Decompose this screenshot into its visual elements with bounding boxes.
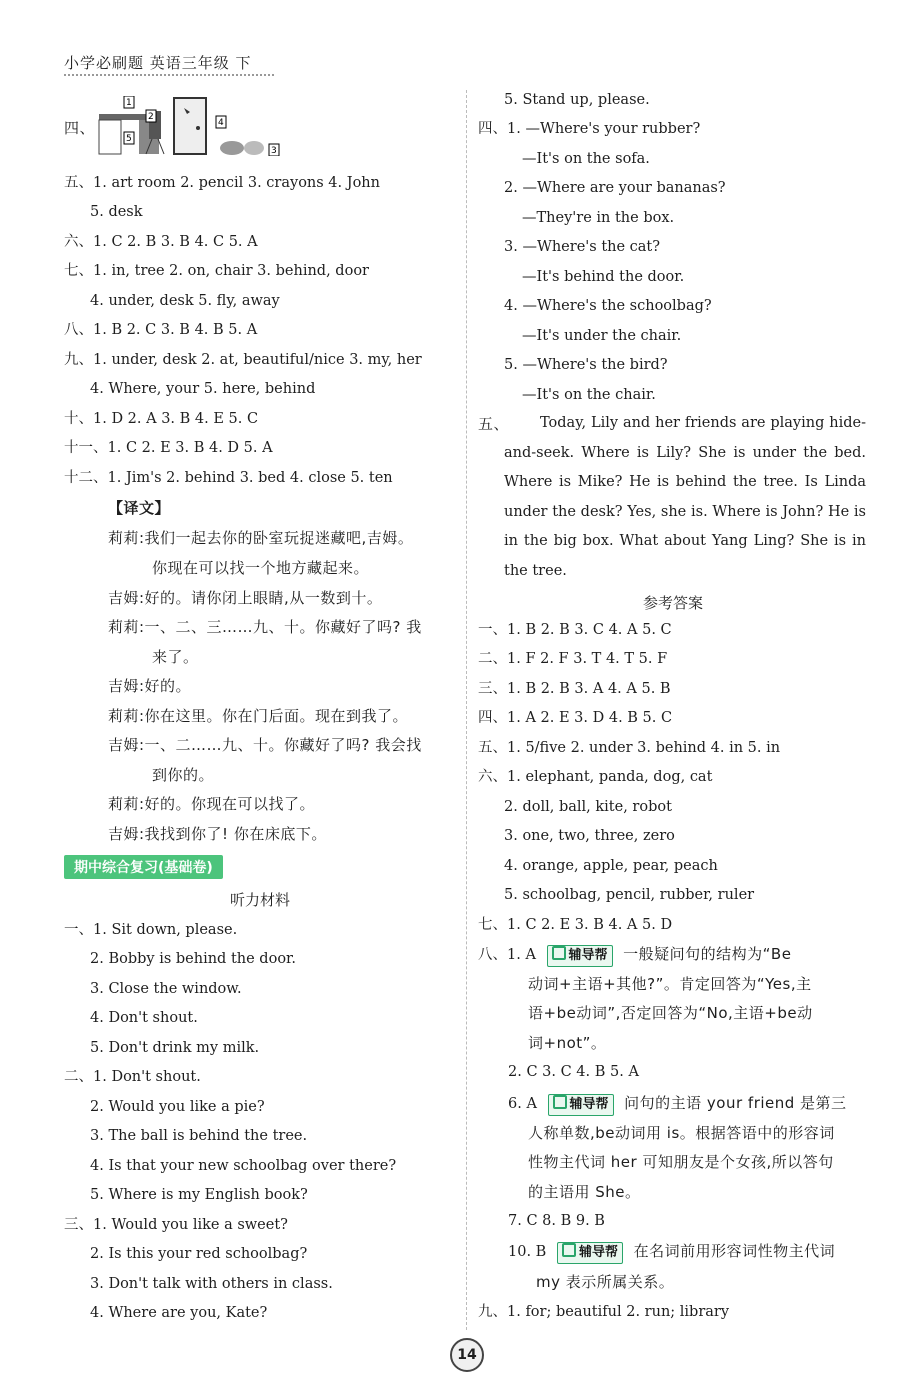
answer-line: 5. schoolbag, pencil, rubber, ruler [504,887,755,903]
listening-line: 四、1. —Where's your rubber? [478,121,701,137]
answer-line: 三、1. B 2. B 3. A 4. A 5. B [478,681,671,697]
translation-line: 吉姆:好的。 [108,677,192,695]
help-note: 人称单数,be动词用 is。根据答语中的形容词 [528,1124,835,1142]
listening-line: 4. Where are you, Kate? [90,1305,268,1321]
header-rule [64,74,274,76]
listening-title: 听力材料 [229,891,290,909]
answer-line: 五、1. 5/five 2. under 3. behind 4. in 5. in [478,740,781,756]
answer-line: 4. under, desk 5. fly, away [90,293,280,309]
help-note: 词+not”。 [528,1034,607,1052]
help-note: 语+be动词”,否定回答为“No,主语+be动 [528,1004,813,1022]
translation-line: 吉姆:一、二……九、十。你藏好了吗? 我会找 [108,736,422,754]
listening-line: 三、1. Would you like a sweet? [64,1217,288,1233]
listening-line: —It's under the chair. [522,328,682,344]
translation-heading: 【译文】 [108,499,171,517]
sec8-q1 [478,944,791,967]
listening-line: 3. The ball is behind the tree. [90,1128,308,1144]
help-note: 问句的主语 your friend 是第三 [624,1094,847,1112]
answer-line: 2. doll, ball, kite, robot [504,799,672,815]
listening-line: 4. Is that your new schoolbag over there? [90,1158,397,1174]
translation-line: 莉莉:你在这里。你在门后面。现在到我了。 [108,707,409,725]
listening-line: 5. —Where's the bird? [504,357,668,373]
answer-line: 七、1. C 2. E 3. B 4. A 5. D [478,917,673,933]
book-icon [562,1243,576,1257]
help-note: 性物主代词 her 可知朋友是个女孩,所以答句 [528,1153,834,1171]
page-number: 14 [450,1338,484,1372]
help-badge [557,1242,623,1264]
listening-line: 5. Don't drink my milk. [90,1040,260,1056]
book-icon [552,946,566,960]
translation-line: 来了。 [152,648,199,666]
listening-line: 5. Where is my English book? [90,1187,308,1203]
listening-line: 4. Don't shout. [90,1010,198,1026]
answer-line: 九、1. under, desk 2. at, beautiful/nice 3. my, her [64,352,422,368]
listening-line: 3. Close the window. [90,981,242,997]
listening-line: 一、1. Sit down, please. [64,922,238,938]
listening-line: —It's behind the door. [522,269,685,285]
help-note: my 表示所属关系。 [536,1273,675,1291]
listening-line: 2. Bobby is behind the door. [90,951,296,967]
help-note: 在名词前用形容词性物主代词 [633,1242,836,1260]
translation-line: 莉莉:我们一起去你的卧室玩捉迷藏吧,吉姆。 [108,529,414,547]
listening-line: 5. Stand up, please. [504,92,650,108]
page-header: 小学必刷题 英语三年级 下 [64,54,252,72]
listening-line: —It's on the sofa. [522,151,650,167]
answer-line: 六、1. C 2. B 3. B 4. C 5. A [64,234,258,250]
sec8-q6 [508,1093,847,1116]
listening-line: 二、1. Don't shout. [64,1069,201,1085]
sec8-q6-answer: 6. A [508,1096,537,1112]
answer-line: 七、1. in, tree 2. on, chair 3. behind, door [64,263,369,279]
answers-title: 参考答案 [642,594,703,612]
box-label-3: 3 [271,146,277,156]
help-note: 的主语用 She。 [528,1183,641,1201]
sec4-label: 四、 [64,119,96,137]
listening-line: —They're in the box. [522,210,675,226]
box-label-1: 1 [126,98,132,108]
help-badge [547,945,613,967]
answer-line: 4. orange, apple, pear, peach [504,858,718,874]
answer-line: 四、1. A 2. E 3. D 4. B 5. C [478,710,673,726]
answer-line: 3. one, two, three, zero [504,828,675,844]
column-divider [466,90,467,1330]
translation-line: 你现在可以找一个地方藏起来。 [152,559,370,577]
sec5-label: 五、 [478,415,510,433]
help-label: 辅导帮 [569,1097,609,1112]
sec8-q10-answer: 10. B [508,1244,547,1260]
answer-line: 4. Where, your 5. here, behind [90,381,316,397]
box-label-5: 5 [126,134,132,144]
passage: Today, Lily and her friends are playing hide-and-seek. Where is Lily? She is under the bed. Where is Mike? He is behind the tree. Is Linda under the desk? Yes, she is. Where is John? He is in the big box. What about Yang Ling? She is in the tree. [504,415,866,579]
sec8-q1-answer: 八、1. A [478,947,536,963]
answer-line: 十一、1. C 2. E 3. B 4. D 5. A [64,440,273,456]
listening-line: 3. Don't talk with others in class. [90,1276,333,1292]
book-icon [553,1095,567,1109]
sec8-q10 [508,1241,835,1264]
answer-line: 九、1. for; beautiful 2. run; library [478,1304,730,1320]
translation-line: 吉姆:好的。请你闭上眼睛,从一数到十。 [108,589,383,607]
room-picture [94,96,284,156]
listening-line: 4. —Where's the schoolbag? [504,298,712,314]
listening-line: —It's on the chair. [522,387,656,403]
help-note: 动词+主语+其他?”。肯定回答为“Yes,主 [528,975,812,993]
help-note: 一般疑问句的结构为“Be [623,945,792,963]
listening-line: 2. Would you like a pie? [90,1099,265,1115]
answer-line: 2. C 3. C 4. B 5. A [508,1064,639,1080]
section-tag: 期中综合复习(基础卷) [64,855,223,879]
help-badge [548,1094,614,1116]
answer-line: 十二、1. Jim's 2. behind 3. bed 4. close 5. ten [64,470,393,486]
answer-line: 5. desk [90,204,143,220]
listening-line: 2. —Where are your bananas? [504,180,726,196]
translation-line: 莉莉:一、二、三……九、十。你藏好了吗? 我 [108,618,422,636]
box-label-4: 4 [218,118,224,128]
listening-line: 3. —Where's the cat? [504,239,661,255]
answer-line: 六、1. elephant, panda, dog, cat [478,769,713,785]
answer-line: 7. C 8. B 9. B [508,1213,605,1229]
help-label: 辅导帮 [578,1245,618,1260]
translation-line: 莉莉:好的。你现在可以找了。 [108,795,316,813]
translation-line: 吉姆:我找到你了! 你在床底下。 [108,825,327,843]
box-label-2: 2 [148,112,154,122]
answer-line: 十、1. D 2. A 3. B 4. E 5. C [64,411,259,427]
listening-line: 2. Is this your red schoolbag? [90,1246,308,1262]
answer-line: 一、1. B 2. B 3. C 4. A 5. C [478,622,672,638]
answer-line: 五、1. art room 2. pencil 3. crayons 4. John [64,175,380,191]
answer-line: 八、1. B 2. C 3. B 4. B 5. A [64,322,258,338]
help-label: 辅导帮 [568,948,608,963]
translation-line: 到你的。 [152,766,215,784]
answer-line: 二、1. F 2. F 3. T 4. T 5. F [478,651,668,667]
